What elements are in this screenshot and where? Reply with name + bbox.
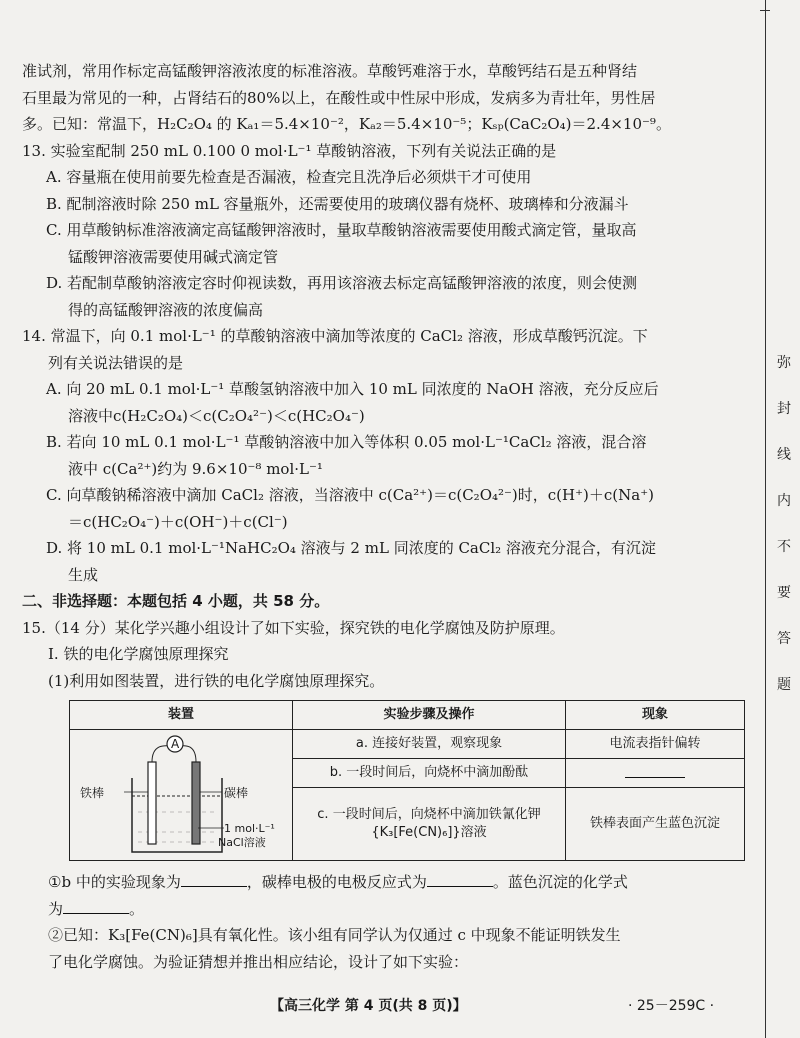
q13-option-a: A. 容量瓶在使用前要先检查是否漏液，检查完且洗净后必须烘干才可使用 <box>46 168 532 186</box>
q14-option-b-cont: 液中 c(Ca²⁺)约为 9.6×10⁻⁸ mol·L⁻¹ <box>68 459 323 478</box>
step-c-line1: c. 一段时间后，向烧杯中滴加铁氰化钾 <box>317 807 541 822</box>
q14-stem-cont: 列有关说法错误的是 <box>48 353 184 372</box>
experiment-table <box>69 700 745 861</box>
q14-option-a: A. 向 20 mL 0.1 mol·L⁻¹ 草酸氢钠溶液中加入 10 mL 同浓度的 NaOH 溶液，充分反应后 <box>46 380 659 398</box>
binding-line <box>765 0 766 1038</box>
page-content <box>22 58 740 975</box>
q15-q1-text-a: ①b 中的实验现象为 <box>48 873 181 891</box>
notice-char: 内 <box>777 493 791 509</box>
q14-option-d: D. 将 10 mL 0.1 mol·L⁻¹NaHC₂O₄ 溶液与 2 mL 同浓度的 CaCl₂ 溶液充分混合，有沉淀 <box>46 539 656 557</box>
carbon-rod-label: 碳棒 <box>224 786 249 800</box>
step-b: b. 一段时间后，向烧杯中滴加酚酞 <box>293 759 566 788</box>
q13-option-d-cont: 得的高锰酸钾溶液的浓度偏高 <box>68 300 264 319</box>
q15-q1-text-b: ，碳棒电极的电极反应式为 <box>246 873 427 891</box>
phenomenon-a: 电流表指针偏转 <box>566 730 745 759</box>
q13-option-c: C. 用草酸钠标准溶液滴定高锰酸钾溶液时，量取草酸钠溶液需要使用酸式滴定管，量取高 <box>46 221 637 239</box>
step-a: a. 连接好装置，观察现象 <box>293 730 566 759</box>
apparatus-cell <box>70 730 293 861</box>
q15-question2: ②已知：K₃[Fe(CN)₆]具有氧化性。该小组有同学认为仅通过 c 中现象不能证明铁发生 <box>48 926 621 944</box>
footer-code: · 25－259C · <box>628 998 715 1014</box>
intro-line-2: 石里最为常见的一种，占肾结石的80%以上，在酸性或中性尿中形成，发病多为青壮年，男性居 <box>22 88 656 107</box>
phenomenon-b <box>566 759 745 788</box>
answer-blank[interactable] <box>625 763 685 778</box>
q14-option-d-cont: 生成 <box>68 565 99 584</box>
q13-stem: 13. 实验室配制 250 mL 0.100 0 mol·L⁻¹ 草酸钠溶液，下列有关说法正确的是 <box>22 141 557 160</box>
q15-q1-text-c: 。蓝色沉淀的化学式 <box>492 873 628 891</box>
header-phenomenon: 现象 <box>566 701 745 730</box>
q14-option-c-cont: ＝c(HC₂O₄⁻)＋c(OH⁻)＋c(Cl⁻) <box>68 512 288 531</box>
intro-line-3: 多。已知：常温下，H₂C₂O₄ 的 Kₐ₁＝5.4×10⁻²，Kₐ₂＝5.4×10⁻⁵；Kₛₚ(CaC₂O₄)＝2.4×10⁻⁹。 <box>22 115 671 133</box>
q14-option-b: B. 若向 10 mL 0.1 mol·L⁻¹ 草酸钠溶液中加入等体积 0.05 mol·L⁻¹CaCl₂ 溶液，混合溶 <box>46 433 647 451</box>
notice-char: 题 <box>777 677 791 693</box>
intro-line-1: 准试剂，常用作标定高锰酸钾溶液浓度的标准溶液。草酸钙难溶于水，草酸钙结石是五种肾结 <box>22 62 638 80</box>
table-header-row <box>70 701 745 730</box>
notice-char: 不 <box>777 539 791 555</box>
answer-blank[interactable] <box>181 870 247 887</box>
q15-stem: 15.（14 分）某化学兴趣小组设计了如下实验，探究铁的电化学腐蚀及防护原理。 <box>22 618 565 637</box>
q14-option-a-cont: 溶液中c(H₂C₂O₄)＜c(C₂O₄²⁻)＜c(HC₂O₄⁻) <box>68 406 365 425</box>
apparatus-diagram <box>72 732 290 858</box>
section-heading: 二、非选择题：本题包括 4 小题，共 58 分。 <box>22 592 330 610</box>
q15-question2-cont: 了电化学腐蚀。为验证猜想并推出相应结论，设计了如下实验： <box>48 952 469 971</box>
q13-option-d: D. 若配制草酸钠溶液定容时仰视读数，再用该溶液去标定高锰酸钾溶液的浓度，则会使测 <box>46 274 638 292</box>
binding-notice <box>774 340 794 708</box>
q15-q1-text-d: 为 <box>48 899 64 918</box>
footer-page-info: 【高三化学 第 4 页(共 8 页)】 <box>270 998 467 1014</box>
table-row <box>70 730 745 759</box>
header-apparatus: 装置 <box>70 701 293 730</box>
iron-rod-label: 铁棒 <box>80 786 105 800</box>
step-c <box>293 788 566 861</box>
margin-tick <box>760 10 770 11</box>
q15-sub1: (1)利用如图装置，进行铁的电化学腐蚀原理探究。 <box>48 671 385 690</box>
q13-option-b: B. 配制溶液时除 250 mL 容量瓶外，还需要使用的玻璃仪器有烧杯、玻璃棒和分液漏斗 <box>46 194 629 213</box>
q15-q1-text-e: 。 <box>129 899 145 918</box>
notice-char: 线 <box>777 447 791 463</box>
notice-char: 封 <box>777 401 791 417</box>
ammeter-label: A <box>171 737 180 751</box>
q15-question1 <box>22 869 740 896</box>
binding-margin <box>760 0 800 1038</box>
q14-stem: 14. 常温下，向 0.1 mol·L⁻¹ 的草酸钠溶液中滴加等浓度的 CaCl₂ 溶液，形成草酸钙沉淀。下 <box>22 327 648 345</box>
header-steps: 实验步骤及操作 <box>293 701 566 730</box>
phenomenon-c: 铁棒表面产生蓝色沉淀 <box>566 788 745 861</box>
notice-char: 弥 <box>777 355 791 371</box>
solution-name-label: NaCl溶液 <box>218 836 266 849</box>
q15-question1-cont <box>22 896 740 923</box>
solution-conc-label: 1 mol·L⁻¹ <box>224 822 275 835</box>
notice-char: 要 <box>777 585 791 601</box>
q13-option-c-cont: 锰酸钾溶液需要使用碱式滴定管 <box>68 247 279 266</box>
answer-blank[interactable] <box>63 897 129 914</box>
step-c-line2: {K₃[Fe(CN)₆]}溶液 <box>371 825 487 840</box>
q14-option-c: C. 向草酸钠稀溶液中滴加 CaCl₂ 溶液，当溶液中 c(Ca²⁺)＝c(C₂O₄²⁻)时，c(H⁺)＋c(Na⁺) <box>46 486 654 504</box>
q15-part1-heading: Ⅰ. 铁的电化学腐蚀原理探究 <box>48 645 229 663</box>
notice-char: 答 <box>777 631 791 647</box>
answer-blank[interactable] <box>427 870 493 887</box>
